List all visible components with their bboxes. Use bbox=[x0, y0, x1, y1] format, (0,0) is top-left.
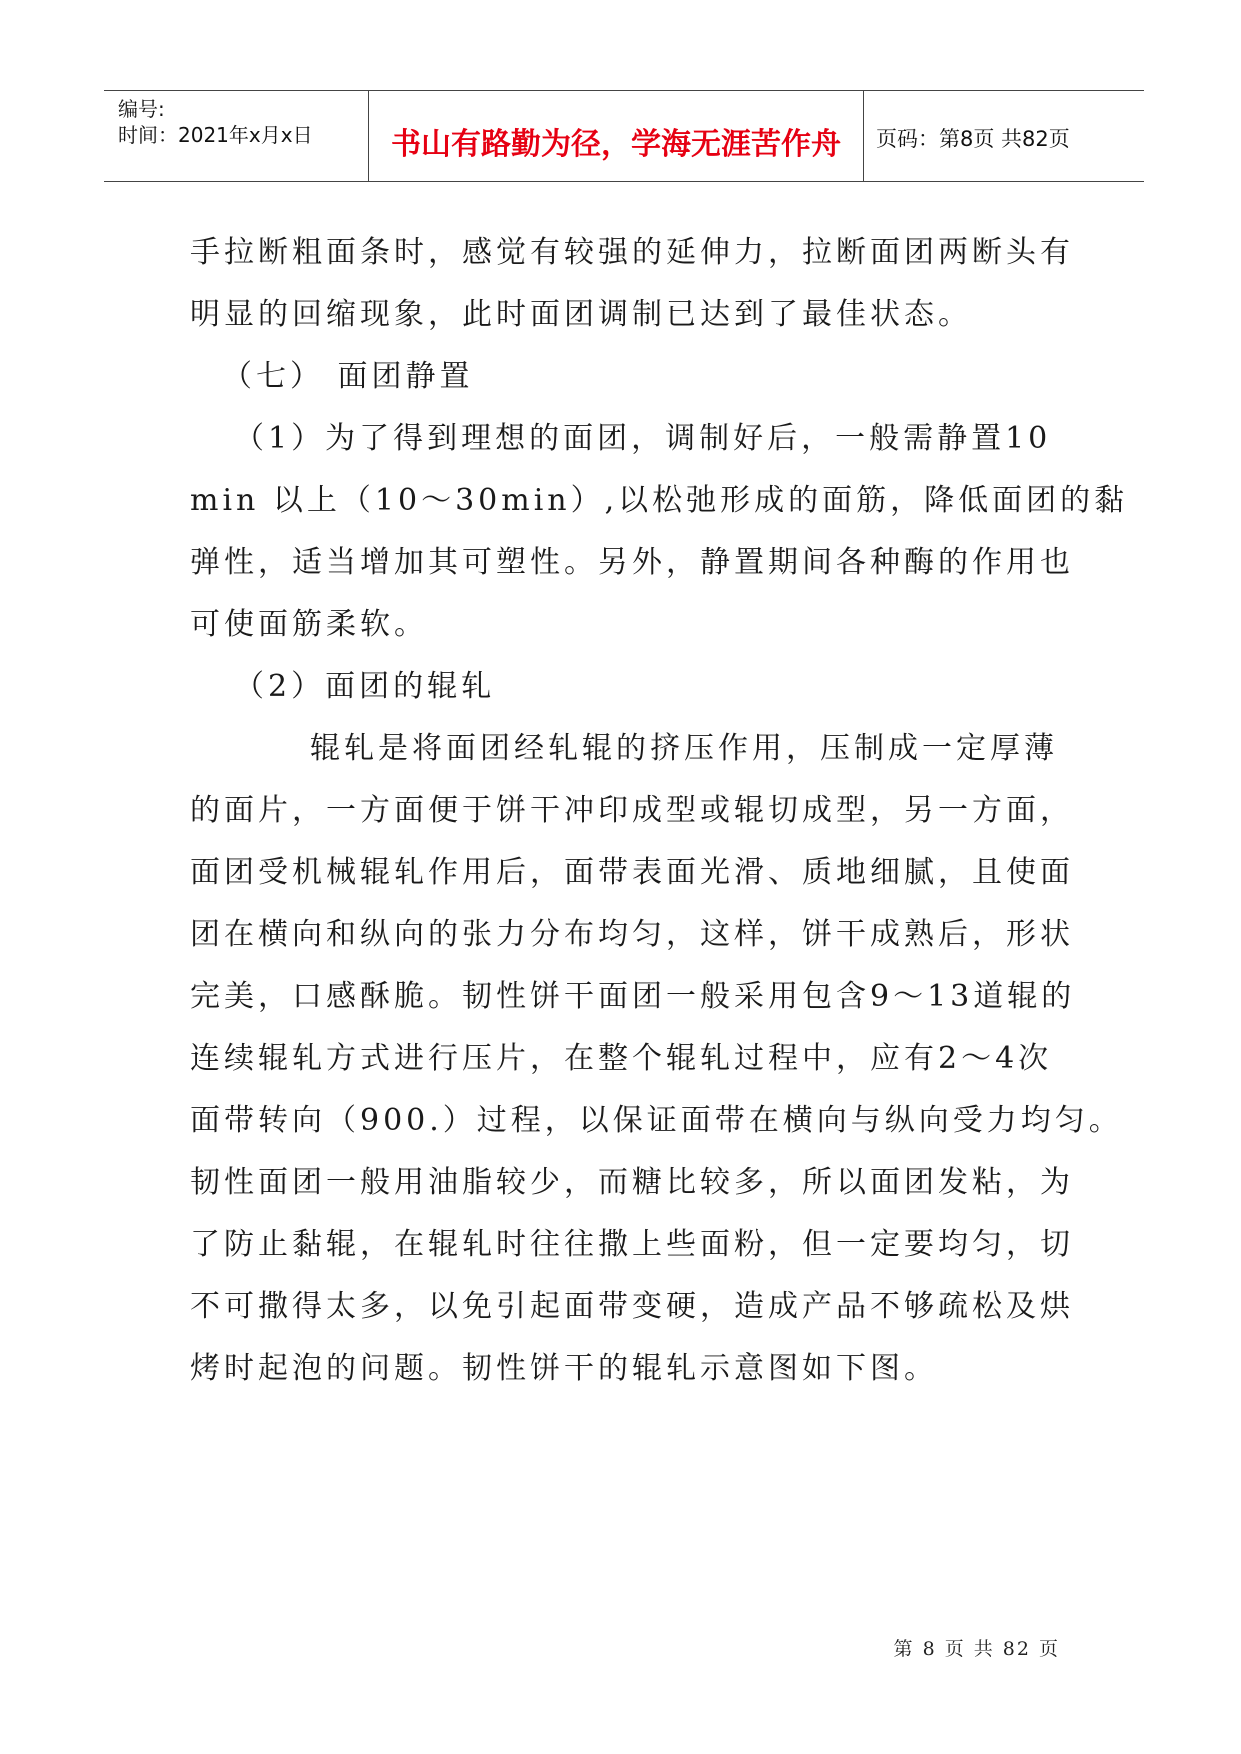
body-line: 烤时起泡的问题。韧性饼干的辊轧示意图如下图。 bbox=[190, 1351, 938, 1386]
body-line: min 以上（10～30min）,以松弛形成的面筋，降低面团的黏 bbox=[190, 483, 1129, 518]
body-line: 弹性，适当增加其可塑性。另外，静置期间各种酶的作用也 bbox=[190, 545, 1074, 580]
subsection-heading: （2）面团的辊轧 bbox=[234, 669, 496, 704]
time-label: 时间：2021年x月x日 bbox=[118, 123, 313, 147]
body-line: 可使面筋柔软。 bbox=[190, 607, 428, 642]
header-middle-cell bbox=[369, 91, 864, 181]
body-line: 的面片，一方面便于饼干冲印成型或辊切成型，另一方面， bbox=[190, 793, 1074, 828]
document-body bbox=[190, 222, 1129, 1400]
body-line: 韧性面团一般用油脂较少，而糖比较多，所以面团发粘，为 bbox=[190, 1165, 1074, 1200]
body-line: 辊轧是将面团经轧辊的挤压作用，压制成一定厚薄 bbox=[310, 731, 1058, 766]
body-line: 面团受机械辊轧作用后，面带表面光滑、质地细腻，且使面 bbox=[190, 855, 1074, 890]
body-line: 手拉断粗面条时，感觉有较强的延伸力，拉断面团两断头有 bbox=[190, 235, 1074, 270]
body-line: （1）为了得到理想的面团，调制好后，一般需静置10 bbox=[234, 421, 1052, 456]
body-line: 面带转向（900.）过程，以保证面带在横向与纵向受力均匀。 bbox=[190, 1103, 1123, 1138]
header-right-cell bbox=[864, 91, 1144, 181]
section-heading: （七） 面团静置 bbox=[222, 359, 474, 394]
body-line: 团在横向和纵向的张力分布均匀，这样，饼干成熟后，形状 bbox=[190, 917, 1074, 952]
body-line: 完美，口感酥脆。韧性饼干面团一般采用包含9～13道辊的 bbox=[190, 979, 1076, 1014]
number-label: 编号: bbox=[118, 97, 165, 121]
body-line: 明显的回缩现象，此时面团调制已达到了最佳状态。 bbox=[190, 297, 972, 332]
page-code: 页码：第8页 共82页 bbox=[876, 127, 1070, 151]
page-footer: 第 8 页 共 82 页 bbox=[893, 1638, 1060, 1660]
header-left-cell bbox=[104, 91, 369, 181]
motto-text: 书山有路勤为径，学海无涯苦作舟 bbox=[391, 127, 841, 162]
body-line: 不可撒得太多，以免引起面带变硬，造成产品不够疏松及烘 bbox=[190, 1289, 1074, 1324]
body-line: 连续辊轧方式进行压片，在整个辊轧过程中，应有2～4次 bbox=[190, 1041, 1053, 1076]
page-header bbox=[104, 90, 1144, 182]
body-line: 了防止黏辊，在辊轧时往往撒上些面粉，但一定要均匀，切 bbox=[190, 1227, 1074, 1262]
